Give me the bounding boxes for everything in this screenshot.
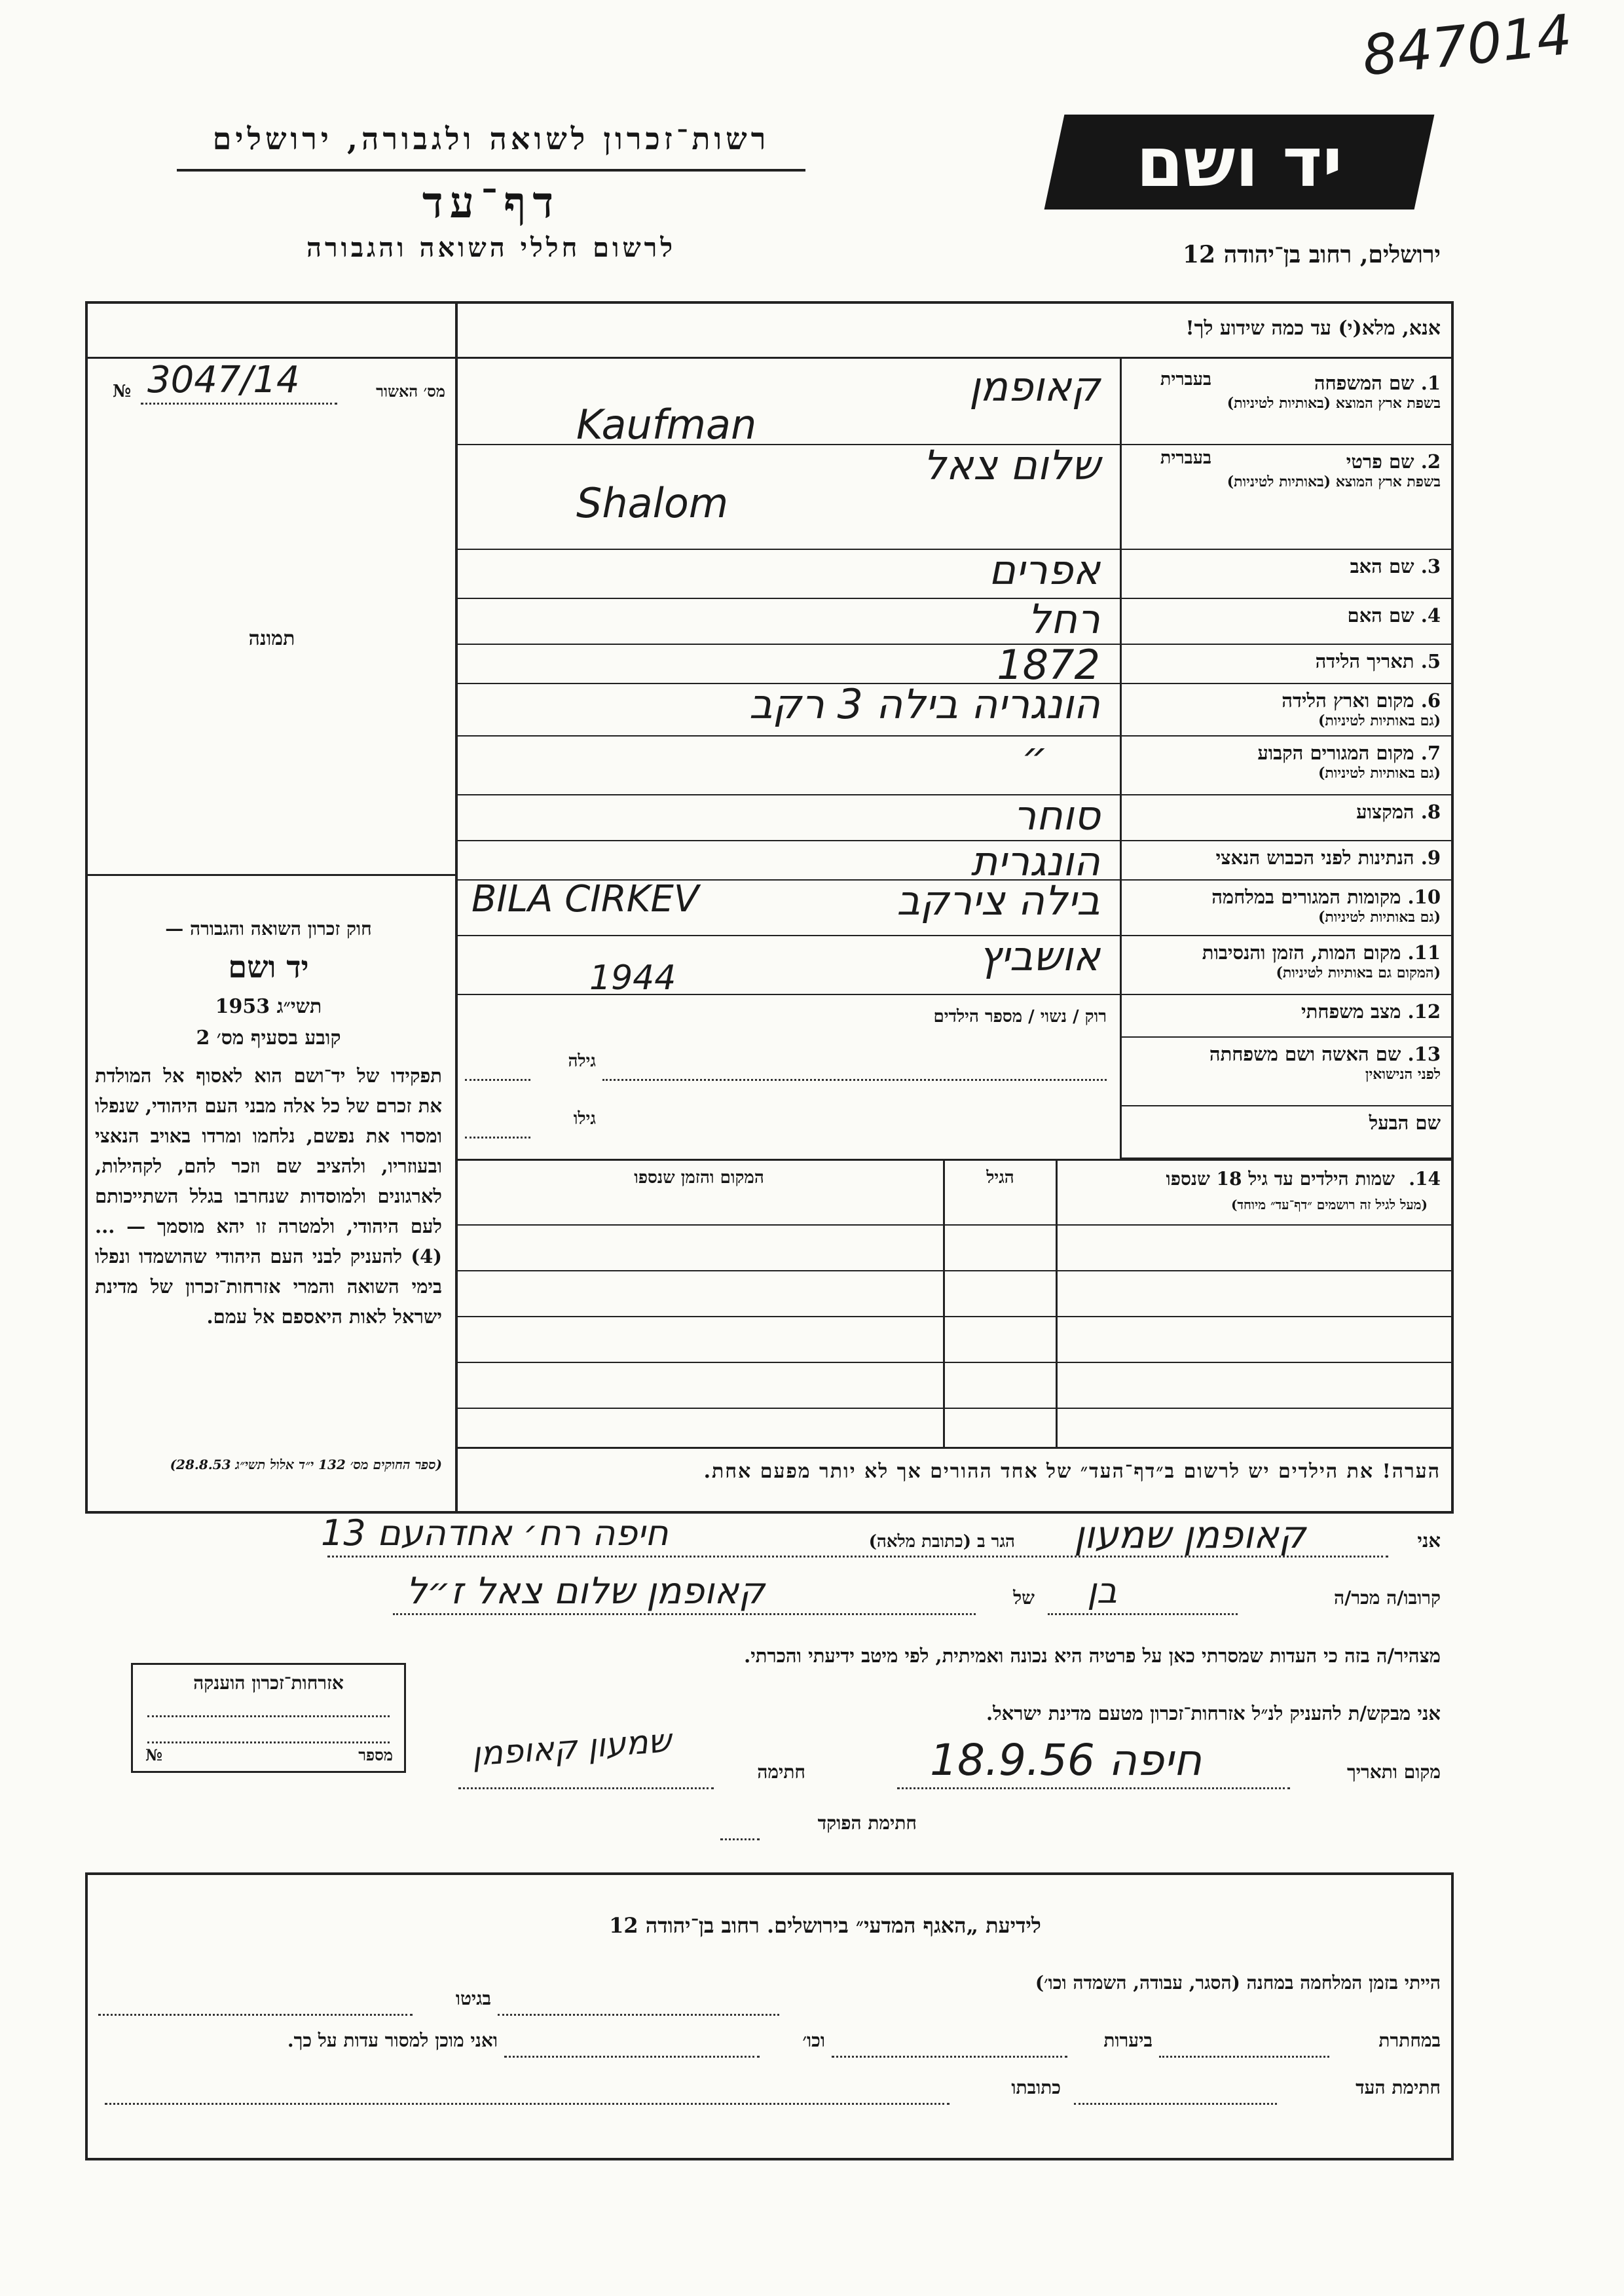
officer-signature-label: חתימת הפוקד xyxy=(817,1812,917,1834)
approval-label: מס׳ האשור xyxy=(376,382,445,401)
field-handwritten-latin: 1944 xyxy=(589,958,676,998)
field-number: 1. xyxy=(1420,372,1441,394)
field-number: 2. xyxy=(1420,450,1441,473)
field-handwritten-value: קאופמן xyxy=(969,363,1100,410)
relative-name: קאופמן שלום צאל ז״ל xyxy=(406,1570,765,1613)
field-label: 13. שם האשה ושם משפחתה xyxy=(1209,1043,1441,1065)
law-ref: (ספר החוקים מס׳ 132 י״ד אלול תשי״ג 28.8.53) xyxy=(170,1457,442,1472)
field-label: 2. שם פרטי xyxy=(1346,450,1441,473)
field-label-block xyxy=(1126,742,1441,782)
field-sublabel: (גם באותיות לטיניות) xyxy=(1318,765,1441,782)
field-sublabel: (גם באותיות לטיניות) xyxy=(1318,712,1441,729)
declarant-name: קאופמן שמעון xyxy=(1074,1512,1306,1557)
field-number: 11. xyxy=(1407,941,1441,964)
org-line: רשות־זכרון לשואה ולגבורה, ירושלים xyxy=(212,121,770,156)
field-handwritten-value: 1872 xyxy=(997,641,1100,689)
footer-title: לידיעת „האגף המדעי״ בירושלים. רחוב בן־יהודה 12 xyxy=(609,1913,1041,1938)
field-label: שם הבעל xyxy=(1369,1112,1441,1134)
children-header: שמות הילדים עד גיל 18 שנספו xyxy=(1166,1168,1395,1190)
footer-address-label: כתובתו xyxy=(1011,2077,1061,2098)
field-label: 7. מקום המגורים הקבוע xyxy=(1257,742,1441,764)
law-name: יד ושם xyxy=(228,949,309,985)
field-handwritten-value: רחל xyxy=(1027,595,1100,643)
field-label: 12. מצב משפחתי xyxy=(1301,1000,1441,1023)
field-label: 11. מקום המות, הזמן והנסיבות xyxy=(1202,941,1441,964)
field-handwritten-value: ״ xyxy=(1022,733,1048,780)
photo-label: תמונה xyxy=(248,627,295,650)
field-handwritten-value: אפרים xyxy=(988,546,1100,594)
footer-witness-signature: חתימת העד xyxy=(1356,2077,1441,2098)
declaration-statement: מצהיר/ה בזה כי העדות שמסרתי כאן על פרטיה היא נכונה ואמיתית, לפי מיטב ידיעתי והכרתי. xyxy=(744,1645,1441,1667)
field-number: 10. xyxy=(1407,886,1441,908)
citizenship-number-label: מספר xyxy=(358,1745,393,1764)
wife-age-label: גילה xyxy=(568,1051,596,1071)
field-label: 9. הנתינות לפני הכבוש הנאצי xyxy=(1215,847,1441,869)
husband-age-label: גילו xyxy=(573,1109,596,1129)
field-label-block xyxy=(1126,689,1441,729)
field-row-divider xyxy=(1120,1105,1454,1106)
field-label: 8. המקצוע xyxy=(1356,801,1441,823)
field-number: 12. xyxy=(1407,1000,1441,1023)
field-label-block xyxy=(1126,555,1441,578)
field-label-block xyxy=(1126,886,1441,926)
field-number: 5. xyxy=(1420,650,1441,672)
field-handwritten-latin: Kaufman xyxy=(576,401,757,448)
field-handwritten-value: סוחר xyxy=(1013,792,1100,839)
field-sublabel: בשפת ארץ המוצא (באותיות לטיניות) xyxy=(1227,395,1441,412)
children-age-col: הגיל xyxy=(986,1168,1014,1188)
declaration-ani: אני xyxy=(1417,1529,1441,1552)
field-label-block xyxy=(1126,1043,1441,1083)
field-label-block xyxy=(1126,650,1441,673)
field-sublabel: (המקום גם באותיות לטיניות) xyxy=(1276,964,1441,981)
form-title: דף־עד xyxy=(422,177,561,228)
citizenship-no: № xyxy=(145,1745,163,1764)
field-label-block xyxy=(1126,1112,1441,1135)
instruction-text: אנא, מלא(י) עד כמה שידוע לך! xyxy=(1185,317,1441,340)
field-number: 6. xyxy=(1420,689,1441,712)
field-label: 1. שם המשפחה xyxy=(1314,372,1441,394)
field-label-block xyxy=(1126,604,1441,627)
field-label: 3. שם האב xyxy=(1350,555,1441,577)
field-handwritten-latin: BILA CIRKEV xyxy=(471,878,699,920)
field-label-block xyxy=(1126,1000,1441,1023)
place-date-label: מקום ותאריך xyxy=(1346,1761,1441,1783)
declarant-signature: שמעון קאופמן xyxy=(470,1721,673,1774)
form-subtitle: לרשום חללי השואה והגבורה xyxy=(306,232,676,263)
field-language-tag: בעברית xyxy=(1160,448,1211,468)
footer-etc: וכו׳ xyxy=(802,2030,825,2051)
footer-forests: ביערות xyxy=(1103,2030,1153,2051)
field-number: 13. xyxy=(1407,1043,1441,1065)
field-label-block xyxy=(1126,941,1441,981)
footer-underground: במחתרת xyxy=(1378,2030,1441,2051)
field-language-tag: בעברית xyxy=(1160,369,1211,390)
approval-no-prefix: № xyxy=(113,382,132,401)
field-label: 4. שם האם xyxy=(1347,604,1441,627)
field-sublabel: בשפת ארץ המוצא (באותיות לטיניות) xyxy=(1227,473,1441,490)
field-number: 9. xyxy=(1420,847,1441,869)
left-column-divider xyxy=(455,301,458,1514)
field-sublabel: לפני הנישואין xyxy=(1365,1066,1441,1083)
field-label: 5. תאריך הלידה xyxy=(1315,650,1441,672)
footer-line1: הייתי בזמן המלחמה במחנה (הסגר, עבודה, השמדה וכו׳) xyxy=(1035,1972,1441,1994)
field-handwritten-value: הונגריה בילה 3 רקב xyxy=(748,680,1100,728)
children-sub: (מעל לגיל זה רושמים ״דף־עד״ מיוחד) xyxy=(1230,1197,1428,1212)
field-label-block xyxy=(1126,847,1441,869)
field-number: 3. xyxy=(1420,555,1441,577)
field-handwritten-value: בילה צירקב xyxy=(896,877,1100,924)
footer-testify: ואני מוכן למסור עדות על כך. xyxy=(287,2030,498,2051)
children-num: 14. xyxy=(1409,1168,1441,1190)
relation-value: בן xyxy=(1087,1570,1117,1611)
header-rule xyxy=(177,169,805,172)
citizenship-title: אזרחות־זכרון הוענקה xyxy=(193,1672,344,1694)
children-place-col: המקום והזמן שנספו xyxy=(634,1168,764,1188)
field-handwritten-latin: Shalom xyxy=(576,479,729,527)
field-handwritten-value: אושביץ xyxy=(978,932,1100,980)
logo-text: יד ושם xyxy=(1136,122,1342,202)
law-text: תפקידו של יד־ושם הוא לאסוף אל המולדת את זכרם של כל אלה מבני העם היהודי, שנפלו ומסרו את נפשם, נלחמו ומרדו באויב הנאצי ובעוזריו, ולהציב שם וזכר להם, לקהילות, לארגונים ולמוסדות שנחרבו בגלל השתייכותם לעם היהודי, ולמטרה זו יהא מוסמך — ... (4) להעניק לבני העם היהודי שהושמדו ונפלו בימי השואה והמרי אזרחות־זכרון של מדינת ישראל לאות היאספם אל עמם. xyxy=(95,1065,442,1328)
field-label: 6. מקום וארץ הלידה xyxy=(1282,689,1441,712)
marital-options: רוק / נשוי / מספר הילדים xyxy=(933,1007,1107,1027)
field-handwritten-value: הונגרית xyxy=(970,837,1100,885)
archive-number: 847014 xyxy=(1359,2,1575,88)
children-note: הערה! את הילדים יש לרשום ב״דף־העד״ של אחד ההורים אך לא יותר מפעם אחת. xyxy=(703,1460,1441,1483)
field-label-block xyxy=(1126,801,1441,824)
place-date-value: חיפה 18.9.56 xyxy=(930,1735,1202,1785)
field-sublabel: (גם באותיות לטיניות) xyxy=(1318,909,1441,926)
law-year: תשי״ג 1953 xyxy=(215,995,322,1018)
field-label: 10. מקומות המגורים במלחמה xyxy=(1211,886,1441,908)
law-clause: קובע בסעיף מס׳ 2 xyxy=(196,1027,341,1049)
field-handwritten-value: שלום צאל xyxy=(923,441,1100,489)
declaration-residing: הגר ב (כתובת מלאה) xyxy=(868,1532,1015,1552)
declaration-request: אני מבקש/ת להעניק לנ״ל אזרחות־זכרון מטעם מדינת ישראל. xyxy=(986,1702,1441,1724)
field-number: 4. xyxy=(1420,604,1441,627)
approval-number: 3047/14 xyxy=(147,359,300,401)
field-row-divider xyxy=(1120,1036,1454,1038)
relation-of: של xyxy=(1013,1587,1035,1609)
declaration-address: חיפה רח׳ אחדהעם 13 xyxy=(321,1512,669,1554)
header-address: ירושלים, רחוב בן־יהודה 12 xyxy=(1182,241,1441,268)
field-number: 8. xyxy=(1420,801,1441,823)
field-number: 7. xyxy=(1420,742,1441,764)
signature-label: חתימה xyxy=(757,1761,805,1783)
footer-ghetto: בגיטו xyxy=(455,1988,491,2009)
relation-label: קרובו/ה מכר/ה xyxy=(1333,1587,1441,1609)
law-title: חוק זכרון השואה והגבורה — xyxy=(165,918,372,939)
